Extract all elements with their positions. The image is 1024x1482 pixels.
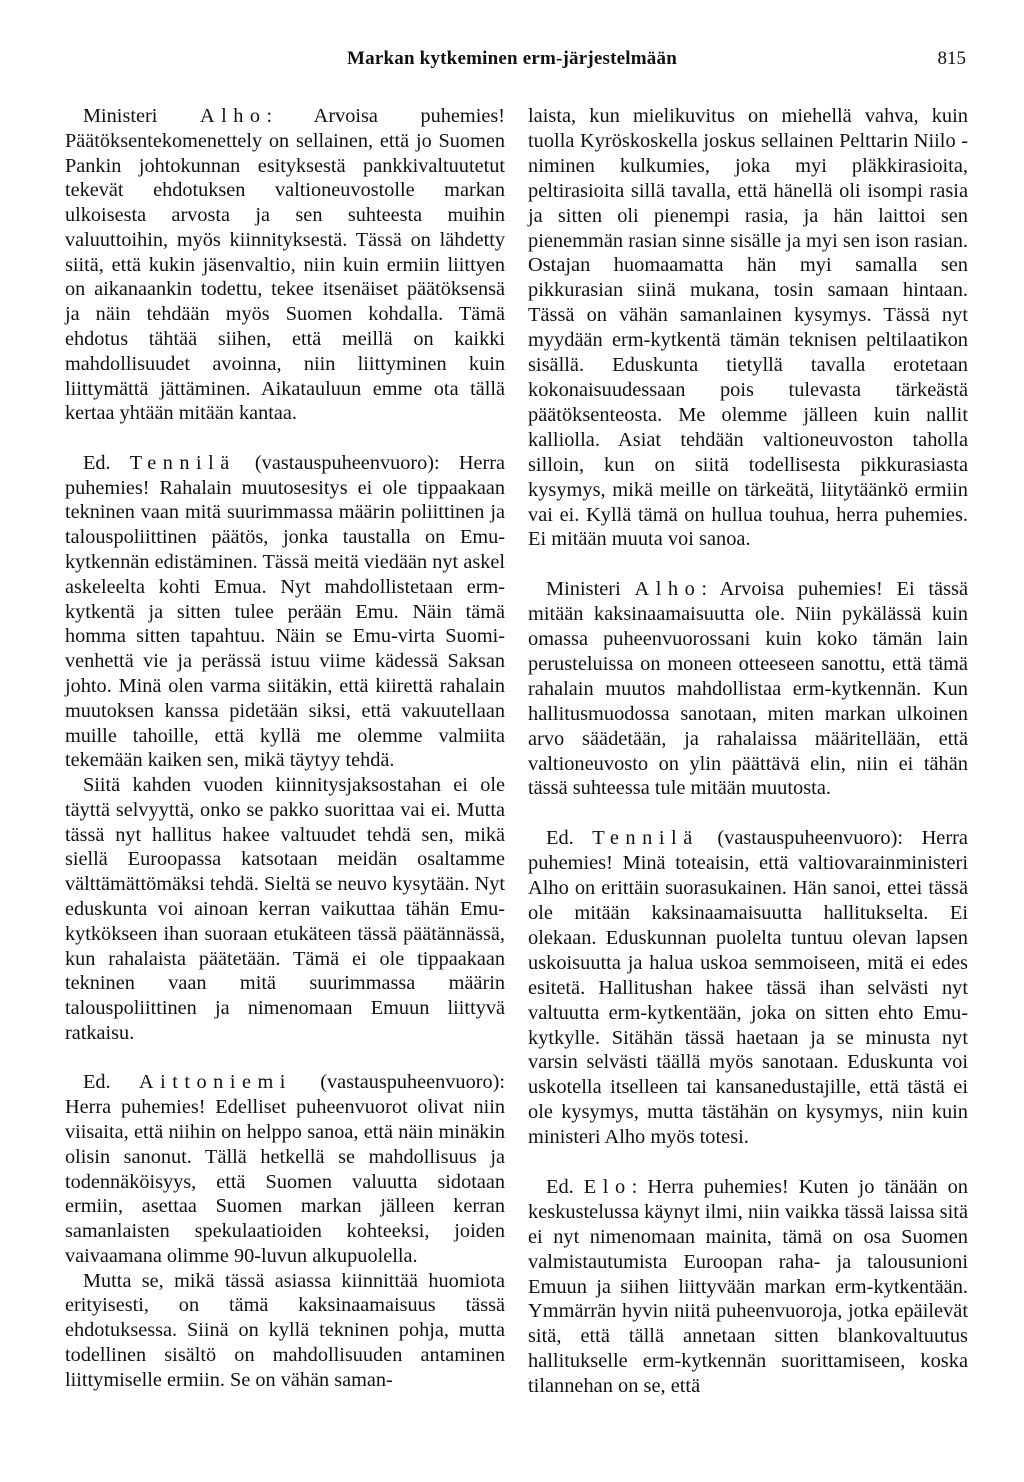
speaker-name: Alho: [634, 578, 702, 601]
speech-paragraph: [65, 1070, 505, 1268]
speech-paragraph: [528, 577, 968, 801]
right-column: [528, 104, 968, 1399]
speech-paragraph: [528, 1175, 968, 1399]
speaker-title: Ed.: [546, 1175, 584, 1198]
speaker-suffix: :: [631, 1175, 648, 1198]
paragraph-text: Arvoisa puhemies! Ei tässä mitään kaksinaamaisuutta ole. Niin pykälässä kuin omassa puheenvuorossani kuin koko tämän lain perusteluissa on moneen otteeseen sanottu, että tämä rahalain muutos mahdollistaa erm-kytkennän. Kun hallitusmuodossa sanotaan, miten markan ulkoinen arvo säädetään, ja rahalaissa määritellään, että valtioneuvosto on ylin päättävä elin, niin ei tähän tässä suhteessa tule mitään muutosta.: [528, 578, 968, 800]
paragraph-text: Mutta se, mikä tässä asiassa kiinnittää huomiota erityisesti, on tämä kaksinaamaisuus tässä ehdotuksessa. Siinä on kyllä tekninen pohja, mutta todellinen sisältö on mahdollisuuden antaminen liittymiselle ermiin. Se on vähän saman-: [65, 1269, 505, 1391]
speaker-suffix: :: [701, 578, 720, 601]
speaker-suffix: (vastauspuheenvuoro):: [291, 1071, 505, 1094]
left-column: [65, 104, 505, 1393]
speaker-name: Tennilä: [129, 451, 236, 474]
speech-paragraph: [65, 104, 505, 426]
speech-paragraph: [65, 451, 505, 773]
speaker-name: Alho: [199, 105, 267, 127]
page-header: [0, 48, 1024, 76]
speaker-name: Elo: [583, 1175, 632, 1198]
speaker-title: Ed.: [83, 1071, 140, 1094]
speaker-suffix: (vastauspuheenvuoro):: [235, 451, 459, 474]
speaker-name: Tennilä: [592, 827, 699, 850]
speaker-title: Ed.: [83, 451, 130, 474]
text-paragraph: [65, 1269, 505, 1393]
page-number: 815: [937, 48, 966, 69]
speaker-title: Ministeri: [83, 105, 200, 127]
paragraph-text: Herra puhemies! Rahalain muutosesitys ei ole tippaakaan tekninen vaan mitä suurimmassa määrin poliittinen ja talouspoliittinen päätös, jonka taustalla on Emu-kytkennän edistäminen. Tässä meitä viedään nyt askel askeleelta kohti Emua. Nyt mahdollistetaan erm-kytkentä ja sitten tulee perään Emu. Näin tämä homma sitten tapahtuu. Näin se Emu-virta Suomi-venhettä vie ja perässä istuu viime kädessä Saksan johto. Minä olen varma siitäkin, että kiirettä rahalain muutoksen kanssa pidetään siksi, että vakuutellaan muille tahoille, että kyllä me olemme valmiita tekemään kaiken sen, mikä täytyy tehdä.: [65, 451, 505, 772]
speech-paragraph: [528, 826, 968, 1150]
paragraph-text: Siitä kahden vuoden kiinnitysjaksostahan ei ole täyttä selvyyttä, onko se pakko suorittaa vai ei. Mutta tässä nyt hallitus hakee valtuudet tehdä sen, mikä siellä Euroopassa katsotaan meidän osaltamme välttämättömäksi tehdä. Sieltä se neuvo kysytään. Nyt eduskunta voi ainoan kerran vaikuttaa tähän Emu-kytkökseen ihan suoraan etukäteen tässä päätännässä, kun rahalaista päätetään. Tämä ei ole tippaakaan tekninen vaan mitä suurimmassa määrin talouspoliittinen ja nimenomaan Emuun liittyvä ratkaisu.: [65, 774, 505, 1044]
speaker-suffix: (vastauspuheenvuoro):: [698, 827, 922, 850]
speaker-name: Aittoniemi: [139, 1071, 292, 1094]
paragraph-text: Herra puhemies! Minä toteaisin, että valtiovarainministeri Alho on erittäin suorasukainen. Hän sanoi, ettei tässä ole mitään kaksinaamaisuutta hallitukselta. Ei olekaan. Eduskunnan puolelta tuntuu olevan lapsen uskoisuutta ja halua uskoa semmoiseen, mitä ei edes esitetä. Hallitushan hakee tässä ihan selvästi nyt valtuutta erm-kytkentään, joka on sitten ehto Emu-kytkylle. Sitähän tässä haetaan ja se minusta nyt varsin selvästi täällä myös sanotaan. Eduskunta voi uskotella itselleen tai kansanedustajille, että tästä ei ole kysymys, mutta tästähän on kysymys, niin kuin ministeri Alho myös totesi.: [528, 827, 968, 1149]
paragraph-text: Herra puhemies! Edelliset puheenvuorot olivat niin viisaita, että niihin on helppo sanoa, että näin minäkin olisin sanonut. Tällä hetkellä se mahdollisuus ja todennäköisyys, että Suomen valuutta sidotaan ermiin, asettaa Suomen markan jälleen kerran samanlaisten spekulaatioiden kohteeksi, joiden vaivaamana olimme 90-luvun alkupuolella.: [65, 1096, 505, 1267]
speaker-title: Ministeri: [546, 578, 635, 601]
paragraph-text: Herra puhemies! Kuten jo tänään on keskustelussa käynyt ilmi, niin vaikka tässä laissa sitä ei nyt nimenomaan mainita, tämä on osa Suomen valmistautumista Euroopan raha- ja talousunioni Emuun ja siihen liittyvään markan erm-kytkentään. Ymmärrän hyvin niitä puheenvuoroja, jotka epäilevät sitä, että tällä annetaan sitten blankovaltuutus hallitukselle erm-kytkennän suorittamiseen, koska tilannehan on se, että: [528, 1175, 968, 1398]
running-title: Markan kytkeminen erm-järjestelmään: [347, 48, 677, 69]
paragraph-text: laista, kun mielikuvitus on miehellä vahva, kuin tuolla Kyröskoskella joskus sellainen Pelttarin Niilo -niminen kulkumies, joka myi pläkkirasioita, peltirasioita sillä tavalla, että hänellä oli isompi rasia ja sitten oli pienempi rasia, ja hän laittoi sen pienemmän rasian sinne sisälle ja myi sen ison rasian. Ostajan huomaamatta hän myi samalla sen pikkurasian siinä mukana, tosin samaan hintaan. Tässä on vähän samanlainen kysymys. Tässä nyt myydään erm-kytkentä tämän teknisen peltilaatikon sisällä. Eduskunta tietyllä tavalla erotetaan kokonaisuudessaan pois tulevasta tärkeästä päätöksenteosta. Me olemme jälleen kuin nallit kalliolla. Asiat tehdään valtioneuvoston taholla silloin, kun on siitä todellisesta pikkurasiasta kysymys, mikä meille on tärkeätä, liitytäänkö ermiin vai ei. Kyllä tämä on hullua touhua, herra puhemies. Ei mitään muuta voi sanoa.: [528, 105, 968, 551]
paragraph-text: Arvoisa puhemies! Päätöksentekomenettely on sellainen, että jo Suomen Pankin johtokunnan esityksestä pankkivaltuutetut tekevät ehdotuksen valtioneuvostolle markan ulkoisesta arvosta ja sen suhteesta muihin valuuttoihin, myös kiinnityksestä. Tässä on lähdetty siitä, että kukin jäsenvaltio, niin kuin ermiin liittyen on aikanaankin todettu, tekee itsenäiset päätöksensä ja näin tehdään myös Suomen kohdalla. Tämä ehdotus tähtää siihen, että meillä on kaikki mahdollisuudet avoinna, niin liittyminen kuin liittymättä jättäminen. Aikatauluun emme ota tällä kertaa yhtään mitään kantaa.: [65, 105, 505, 425]
text-paragraph: [528, 104, 968, 552]
speaker-suffix: :: [266, 105, 314, 127]
text-paragraph: [65, 773, 505, 1046]
speaker-title: Ed.: [546, 827, 593, 850]
